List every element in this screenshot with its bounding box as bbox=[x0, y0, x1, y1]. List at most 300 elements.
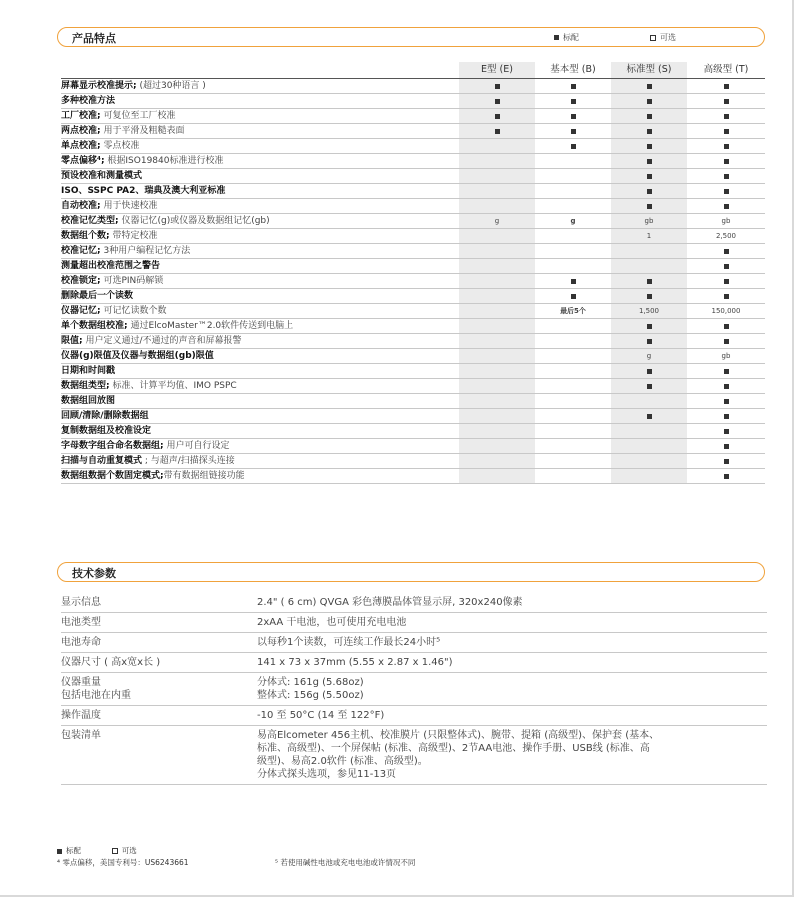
cell-b bbox=[535, 424, 611, 439]
cell-value: 150,000 bbox=[711, 307, 741, 315]
filled-square-icon bbox=[724, 474, 729, 479]
cell-e bbox=[459, 199, 535, 214]
feature-row bbox=[61, 334, 765, 349]
feature-label bbox=[61, 139, 459, 154]
cell-b bbox=[535, 259, 611, 274]
spec-label: 操作温度 bbox=[61, 706, 257, 726]
cell-s bbox=[611, 394, 687, 409]
cell-s bbox=[611, 319, 687, 334]
feature-name: 删除最后一个读数 bbox=[61, 291, 134, 301]
cell-b bbox=[535, 94, 611, 109]
filled-square-icon bbox=[571, 99, 576, 104]
filled-square-icon bbox=[647, 84, 652, 89]
feature-label bbox=[61, 184, 459, 199]
spec-value: 以每秒1个读数，可连续工作最长24小时⁵ bbox=[257, 633, 767, 653]
cell-t bbox=[687, 364, 765, 379]
cell-e bbox=[459, 304, 535, 319]
cell-value: 1,500 bbox=[638, 307, 660, 315]
filled-square-icon bbox=[724, 414, 729, 419]
filled-square-icon bbox=[647, 414, 652, 419]
features-table bbox=[61, 62, 765, 484]
cell-t bbox=[687, 424, 765, 439]
filled-square-icon bbox=[647, 174, 652, 179]
spec-label: 电池寿命 bbox=[61, 633, 257, 653]
cell-s bbox=[611, 154, 687, 169]
cell-t bbox=[687, 289, 765, 304]
cell-t bbox=[687, 244, 765, 259]
cell-b bbox=[535, 274, 611, 289]
col-t: 高级型 (T) bbox=[687, 62, 765, 79]
spec-row bbox=[61, 706, 767, 726]
cell-b bbox=[535, 154, 611, 169]
feature-label bbox=[61, 259, 459, 274]
cell-t bbox=[687, 454, 765, 469]
cell-e bbox=[459, 79, 535, 94]
cell-b bbox=[535, 289, 611, 304]
cell-e bbox=[459, 379, 535, 394]
cell-t bbox=[687, 154, 765, 169]
feature-label bbox=[61, 229, 459, 244]
cell-b bbox=[535, 214, 611, 229]
feature-row bbox=[61, 184, 765, 199]
feature-name: 仪器记忆; bbox=[61, 306, 101, 316]
cell-b bbox=[535, 409, 611, 424]
features-section-header bbox=[57, 27, 765, 47]
cell-s bbox=[611, 439, 687, 454]
cell-b bbox=[535, 394, 611, 409]
cell-e bbox=[459, 214, 535, 229]
spec-value: -10 至 50°C (14 至 122°F) bbox=[257, 706, 767, 726]
filled-square-icon bbox=[647, 384, 652, 389]
spec-row bbox=[61, 613, 767, 633]
feature-row bbox=[61, 259, 765, 274]
filled-square-icon bbox=[647, 339, 652, 344]
feature-row bbox=[61, 394, 765, 409]
cell-t bbox=[687, 199, 765, 214]
feature-row bbox=[61, 364, 765, 379]
filled-square-icon bbox=[724, 144, 729, 149]
feature-row bbox=[61, 94, 765, 109]
cell-e bbox=[459, 229, 535, 244]
feature-name: 零点偏移⁴; bbox=[61, 156, 105, 166]
feature-name: ISO、SSPC PA2、瑞典及澳大利亚标准 bbox=[61, 186, 226, 196]
cell-e bbox=[459, 364, 535, 379]
feature-description: 仪器记忆(g)或仪器及数据组记忆(gb) bbox=[118, 216, 270, 226]
cell-b bbox=[535, 379, 611, 394]
cell-s bbox=[611, 424, 687, 439]
cell-t bbox=[687, 319, 765, 334]
cell-t bbox=[687, 94, 765, 109]
cell-t bbox=[687, 79, 765, 94]
filled-square-icon bbox=[724, 249, 729, 254]
feature-row bbox=[61, 169, 765, 184]
filled-square-icon bbox=[647, 369, 652, 374]
empty-square-icon bbox=[112, 848, 118, 854]
cell-value: g bbox=[494, 217, 500, 225]
filled-square-icon bbox=[647, 99, 652, 104]
cell-s bbox=[611, 229, 687, 244]
cell-value: g bbox=[570, 217, 576, 225]
cell-b bbox=[535, 334, 611, 349]
cell-b bbox=[535, 469, 611, 484]
feature-name: 单点校准; bbox=[61, 141, 101, 151]
cell-e bbox=[459, 349, 535, 364]
feature-row bbox=[61, 109, 765, 124]
filled-square-icon bbox=[724, 324, 729, 329]
cell-t bbox=[687, 469, 765, 484]
feature-description: 可记忆读数个数 bbox=[100, 306, 167, 316]
cell-b bbox=[535, 439, 611, 454]
feature-label bbox=[61, 409, 459, 424]
feature-row bbox=[61, 469, 765, 484]
feature-name: 复制数据组及校准设定 bbox=[61, 426, 152, 436]
filled-square-icon bbox=[571, 279, 576, 284]
legend-standard: 标配 bbox=[554, 32, 579, 43]
spec-value: 2xAA 干电池，也可使用充电电池 bbox=[257, 613, 767, 633]
specs-title: 技术参数 bbox=[72, 567, 116, 580]
filled-square-icon bbox=[495, 84, 500, 89]
filled-square-icon bbox=[571, 144, 576, 149]
feature-label bbox=[61, 289, 459, 304]
cell-e bbox=[459, 169, 535, 184]
cell-e bbox=[459, 139, 535, 154]
feature-name: 字母数字组合命名数据组; bbox=[61, 441, 164, 451]
feature-label bbox=[61, 304, 459, 319]
feature-description: 通过ElcoMaster™2.0软件传送到电脑上 bbox=[127, 321, 294, 331]
cell-b bbox=[535, 169, 611, 184]
cell-s bbox=[611, 244, 687, 259]
filled-square-icon bbox=[571, 294, 576, 299]
feature-row bbox=[61, 244, 765, 259]
spec-label: 仪器尺寸 ( 高x宽x长 ) bbox=[61, 653, 257, 673]
cell-e bbox=[459, 394, 535, 409]
cell-t bbox=[687, 259, 765, 274]
filled-square-icon bbox=[724, 294, 729, 299]
spec-row bbox=[61, 726, 767, 785]
filled-square-icon bbox=[724, 174, 729, 179]
cell-s bbox=[611, 214, 687, 229]
feature-name: 数据组类型; bbox=[61, 381, 110, 391]
cell-b bbox=[535, 199, 611, 214]
spec-label: 显示信息 bbox=[61, 593, 257, 613]
cell-b bbox=[535, 454, 611, 469]
cell-b bbox=[535, 244, 611, 259]
feature-label bbox=[61, 124, 459, 139]
filled-square-icon bbox=[647, 144, 652, 149]
feature-row bbox=[61, 454, 765, 469]
spec-row bbox=[61, 633, 767, 653]
cell-b bbox=[535, 364, 611, 379]
cell-e bbox=[459, 154, 535, 169]
feature-name: 限值; bbox=[61, 336, 83, 346]
cell-s bbox=[611, 469, 687, 484]
feature-label bbox=[61, 109, 459, 124]
cell-t bbox=[687, 439, 765, 454]
feature-name: 测量超出校准范围之警告 bbox=[61, 261, 161, 271]
features-title: 产品特点 bbox=[72, 32, 116, 45]
col-b: 基本型 (B) bbox=[535, 62, 611, 79]
cell-s bbox=[611, 409, 687, 424]
cell-s bbox=[611, 79, 687, 94]
cell-e bbox=[459, 244, 535, 259]
feature-label bbox=[61, 349, 459, 364]
filled-square-icon bbox=[571, 84, 576, 89]
feature-row bbox=[61, 154, 765, 169]
spec-label: 包装清单 bbox=[61, 726, 257, 785]
feature-name: 自动校准; bbox=[61, 201, 101, 211]
cell-t bbox=[687, 349, 765, 364]
feature-row bbox=[61, 379, 765, 394]
feature-description: 带特定校准 bbox=[109, 231, 158, 241]
feature-description: ; 与超声/扫描探头连接 bbox=[142, 456, 235, 466]
feature-name: 工厂校准; bbox=[61, 111, 101, 121]
feature-row bbox=[61, 349, 765, 364]
cell-b bbox=[535, 139, 611, 154]
cell-e bbox=[459, 439, 535, 454]
feature-label bbox=[61, 469, 459, 484]
feature-description: 可选PIN码解锁 bbox=[100, 276, 164, 286]
cell-t bbox=[687, 139, 765, 154]
feature-row bbox=[61, 139, 765, 154]
cell-s bbox=[611, 184, 687, 199]
cell-e bbox=[459, 124, 535, 139]
feature-name: 两点校准; bbox=[61, 126, 101, 136]
spec-row bbox=[61, 653, 767, 673]
filled-square-icon bbox=[647, 129, 652, 134]
cell-b bbox=[535, 304, 611, 319]
cell-t bbox=[687, 214, 765, 229]
cell-e bbox=[459, 424, 535, 439]
feature-name: 数据组数据个数固定模式; bbox=[61, 471, 164, 481]
spec-value: 分体式: 161g (5.68oz) 整体式: 156g (5.50oz) bbox=[257, 673, 767, 706]
feature-name: 多种校准方法 bbox=[61, 96, 116, 106]
cell-s bbox=[611, 349, 687, 364]
feature-label bbox=[61, 394, 459, 409]
filled-square-icon bbox=[495, 114, 500, 119]
cell-value: 2,500 bbox=[715, 232, 737, 240]
cell-s bbox=[611, 274, 687, 289]
cell-t bbox=[687, 409, 765, 424]
filled-square-icon bbox=[724, 384, 729, 389]
col-s: 标准型 (S) bbox=[611, 62, 687, 79]
feature-label bbox=[61, 274, 459, 289]
filled-square-icon bbox=[724, 429, 729, 434]
feature-description: 用户可自行设定 bbox=[163, 441, 230, 451]
features-table-header bbox=[61, 62, 765, 79]
feature-row bbox=[61, 199, 765, 214]
filled-square-icon bbox=[724, 114, 729, 119]
cell-s bbox=[611, 304, 687, 319]
cell-s bbox=[611, 169, 687, 184]
feature-description: 标准、计算平均值、IMO PSPC bbox=[109, 381, 237, 391]
filled-square-icon bbox=[724, 264, 729, 269]
feature-name: 回顾/清除/删除数据组 bbox=[61, 411, 149, 421]
cell-t bbox=[687, 379, 765, 394]
cell-value: gb bbox=[644, 217, 654, 225]
cell-e bbox=[459, 319, 535, 334]
cell-t bbox=[687, 304, 765, 319]
spec-row bbox=[61, 593, 767, 613]
feature-description: 根据ISO19840标准进行校准 bbox=[104, 156, 224, 166]
footnote-4: ⁴ 零点偏移，美国专利号：US6243661 bbox=[57, 858, 189, 867]
col-e: E型 (E) bbox=[459, 62, 535, 79]
feature-name: 单个数据组校准; bbox=[61, 321, 128, 331]
filled-square-icon bbox=[724, 339, 729, 344]
filled-square-icon bbox=[724, 159, 729, 164]
cell-t bbox=[687, 394, 765, 409]
filled-square-icon bbox=[724, 129, 729, 134]
spec-value: 141 x 73 x 37mm (5.55 x 2.87 x 1.46") bbox=[257, 653, 767, 673]
filled-square-icon bbox=[724, 189, 729, 194]
feature-name: 校准记忆类型; bbox=[61, 216, 119, 226]
feature-row bbox=[61, 214, 765, 229]
cell-e bbox=[459, 469, 535, 484]
cell-s bbox=[611, 334, 687, 349]
cell-value: g bbox=[646, 352, 652, 360]
empty-square-icon bbox=[650, 35, 656, 41]
cell-s bbox=[611, 454, 687, 469]
feature-name: 校准锁定; bbox=[61, 276, 101, 286]
feature-label bbox=[61, 169, 459, 184]
filled-square-icon bbox=[647, 324, 652, 329]
feature-label bbox=[61, 439, 459, 454]
specs-table bbox=[61, 593, 767, 785]
filled-square-icon bbox=[647, 159, 652, 164]
feature-name: 屏幕显示校准提示; bbox=[61, 81, 137, 91]
feature-description: (超过30种语言 ) bbox=[136, 81, 206, 91]
filled-square-icon bbox=[647, 279, 652, 284]
spec-label: 电池类型 bbox=[61, 613, 257, 633]
cell-t bbox=[687, 229, 765, 244]
filled-square-icon bbox=[647, 189, 652, 194]
feature-label bbox=[61, 244, 459, 259]
filled-square-icon bbox=[724, 204, 729, 209]
filled-square-icon bbox=[724, 444, 729, 449]
cell-e bbox=[459, 454, 535, 469]
feature-row bbox=[61, 409, 765, 424]
filled-square-icon bbox=[647, 294, 652, 299]
feature-name: 数据组回放图 bbox=[61, 396, 116, 406]
cell-s bbox=[611, 94, 687, 109]
cell-e bbox=[459, 94, 535, 109]
cell-t bbox=[687, 109, 765, 124]
cell-b bbox=[535, 229, 611, 244]
feature-name: 扫描与自动重复模式 bbox=[61, 456, 143, 466]
feature-label bbox=[61, 379, 459, 394]
cell-b bbox=[535, 349, 611, 364]
cell-s bbox=[611, 364, 687, 379]
cell-t bbox=[687, 184, 765, 199]
filled-square-icon bbox=[495, 99, 500, 104]
feature-row bbox=[61, 424, 765, 439]
filled-square-icon bbox=[571, 129, 576, 134]
feature-row bbox=[61, 319, 765, 334]
feature-row bbox=[61, 274, 765, 289]
filled-square-icon bbox=[57, 849, 62, 854]
feature-description: 带有数据组链接功能 bbox=[163, 471, 245, 481]
cell-s bbox=[611, 199, 687, 214]
feature-description: 用于快速校准 bbox=[100, 201, 158, 211]
feature-name: 数据组个数; bbox=[61, 231, 110, 241]
cell-e bbox=[459, 334, 535, 349]
spec-value: 易高Elcometer 456主机、校准膜片 (只限整体式)、腕带、提箱 (高级型)、保护套 (基本、 标准、高级型)、一个屏保帖 (标准、高级型)、2节AA电池、操作手册、USB线 (标准、高 级型)、易高2.0软件 (标准、高级型)。 分体式探头选项，参见11-13页 bbox=[257, 726, 767, 785]
feature-label bbox=[61, 334, 459, 349]
cell-b bbox=[535, 79, 611, 94]
feature-label bbox=[61, 214, 459, 229]
cell-value: 1 bbox=[646, 232, 652, 240]
filled-square-icon bbox=[495, 129, 500, 134]
feature-label bbox=[61, 199, 459, 214]
spec-row bbox=[61, 673, 767, 706]
feature-label bbox=[61, 79, 459, 94]
filled-square-icon bbox=[724, 84, 729, 89]
filled-square-icon bbox=[724, 279, 729, 284]
cell-b bbox=[535, 184, 611, 199]
filled-square-icon bbox=[571, 114, 576, 119]
specs-section-header bbox=[57, 562, 765, 582]
cell-t bbox=[687, 169, 765, 184]
cell-e bbox=[459, 274, 535, 289]
filled-square-icon bbox=[554, 35, 559, 40]
cell-s bbox=[611, 139, 687, 154]
filled-square-icon bbox=[647, 204, 652, 209]
cell-b bbox=[535, 109, 611, 124]
filled-square-icon bbox=[724, 369, 729, 374]
feature-label bbox=[61, 454, 459, 469]
footer-legend: 标配 可选 bbox=[57, 845, 137, 856]
cell-t bbox=[687, 334, 765, 349]
cell-b bbox=[535, 124, 611, 139]
feature-name: 预设校准和测量模式 bbox=[61, 171, 143, 181]
footnote-5: ⁵ 若使用碱性电池或充电电池或许情况不同 bbox=[275, 858, 416, 867]
cell-b bbox=[535, 319, 611, 334]
feature-label bbox=[61, 154, 459, 169]
feature-description: 可复位至工厂校准 bbox=[100, 111, 176, 121]
cell-s bbox=[611, 289, 687, 304]
cell-t bbox=[687, 124, 765, 139]
legend-optional: 可选 bbox=[650, 32, 676, 43]
cell-s bbox=[611, 124, 687, 139]
spec-label: 仪器重量 包括电池在内重 bbox=[61, 673, 257, 706]
cell-e bbox=[459, 109, 535, 124]
spec-value: 2.4" ( 6 cm) QVGA 彩色薄膜晶体管显示屏, 320x240像素 bbox=[257, 593, 767, 613]
cell-value: 最后5个 bbox=[560, 307, 586, 315]
filled-square-icon bbox=[724, 399, 729, 404]
feature-row bbox=[61, 439, 765, 454]
cell-s bbox=[611, 109, 687, 124]
feature-label bbox=[61, 364, 459, 379]
feature-description: 用于平滑及粗糙表面 bbox=[100, 126, 185, 136]
feature-name: 校准记忆; bbox=[61, 246, 101, 256]
filled-square-icon bbox=[724, 99, 729, 104]
feature-description: 零点校准 bbox=[100, 141, 140, 151]
feature-description: 3种用户编程记忆方法 bbox=[100, 246, 191, 256]
feature-row bbox=[61, 304, 765, 319]
filled-square-icon bbox=[724, 459, 729, 464]
feature-row bbox=[61, 79, 765, 94]
feature-name: 仪器(g)限值及仪器与数据组(gb)限值 bbox=[61, 351, 214, 361]
cell-s bbox=[611, 259, 687, 274]
feature-label bbox=[61, 424, 459, 439]
cell-t bbox=[687, 274, 765, 289]
feature-label bbox=[61, 319, 459, 334]
cell-e bbox=[459, 289, 535, 304]
cell-e bbox=[459, 409, 535, 424]
cell-s bbox=[611, 379, 687, 394]
feature-name: 日期和时间戳 bbox=[61, 366, 116, 376]
cell-value: gb bbox=[721, 217, 731, 225]
feature-label bbox=[61, 94, 459, 109]
